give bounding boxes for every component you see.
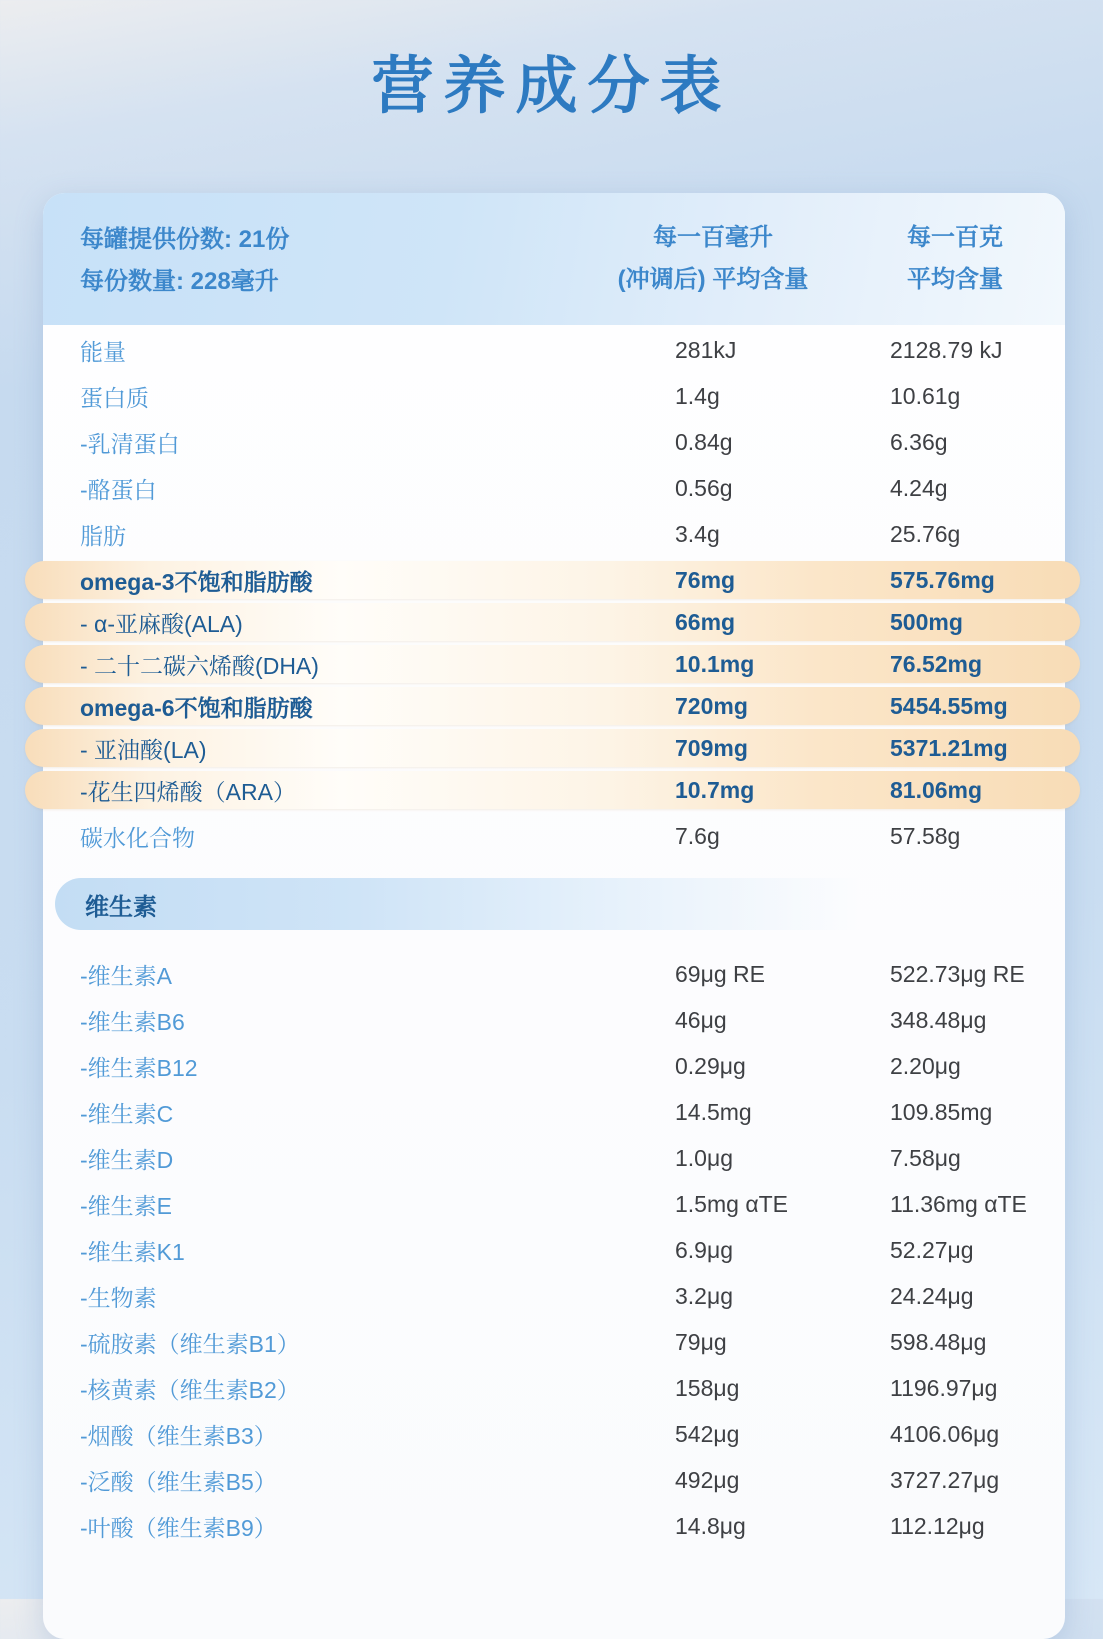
highlighted-nutrient-row	[25, 603, 1080, 641]
highlighted-nutrient-row	[25, 771, 1080, 809]
value-per-100ml: 79μg	[675, 1328, 727, 1355]
nutrient-row	[43, 1503, 1065, 1549]
value-per-100ml: 709mg	[675, 734, 748, 761]
value-per-100ml: 0.29μg	[675, 1052, 746, 1079]
section-title: 维生素	[85, 893, 157, 921]
highlighted-nutrient-row	[25, 561, 1080, 599]
serving-info	[80, 219, 289, 303]
nutrient-row	[43, 1089, 1065, 1135]
nutrient-name: -泛酸（维生素B5）	[80, 1468, 277, 1495]
nutrition-card-header	[43, 193, 1065, 325]
serving-size: 每份数量: 228毫升	[80, 268, 279, 296]
value-per-100ml: 542μg	[675, 1420, 740, 1447]
column-header-per-100g	[907, 217, 1003, 301]
nutrient-name: -维生素K1	[80, 1238, 185, 1265]
value-per-100g: 10.61g	[890, 382, 961, 409]
value-per-100g: 4106.06μg	[890, 1420, 1000, 1447]
value-per-100g: 112.12μg	[890, 1512, 985, 1539]
nutrient-row	[43, 1365, 1065, 1411]
value-per-100g: 25.76g	[890, 520, 961, 547]
value-per-100ml: 158μg	[675, 1374, 740, 1401]
nutrient-row	[43, 951, 1065, 997]
value-per-100ml: 281kJ	[675, 336, 737, 363]
nutrient-name: -硫胺素（维生素B1）	[80, 1330, 300, 1357]
nutrient-name: omega-6不饱和脂肪酸	[80, 694, 313, 721]
nutrient-name: -烟酸（维生素B3）	[80, 1422, 277, 1449]
value-per-100ml: 7.6g	[675, 822, 720, 849]
servings-per-can: 每罐提供份数: 21份	[80, 226, 290, 254]
nutrient-name: -乳清蛋白	[80, 430, 180, 457]
value-per-100ml: 0.56g	[675, 474, 733, 501]
nutrient-name: 蛋白质	[80, 384, 149, 411]
value-per-100g: 5454.55mg	[890, 692, 1008, 719]
column-header-per-100g-line2: 平均含量	[907, 266, 1003, 294]
nutrient-row	[43, 1181, 1065, 1227]
value-per-100ml: 720mg	[675, 692, 748, 719]
nutrient-row	[43, 373, 1065, 419]
value-per-100g: 76.52mg	[890, 650, 983, 677]
nutrient-row	[43, 813, 1065, 859]
value-per-100ml: 0.84g	[675, 428, 733, 455]
column-header-per-100g-line1: 每一百克	[907, 224, 1003, 252]
value-per-100g: 348.48μg	[890, 1006, 987, 1033]
value-per-100ml: 46μg	[675, 1006, 727, 1033]
value-per-100g: 109.85mg	[890, 1098, 993, 1125]
nutrient-name: -花生四烯酸（ARA）	[80, 778, 296, 805]
value-per-100g: 575.76mg	[890, 566, 995, 593]
nutrient-name: -生物素	[80, 1284, 157, 1311]
highlighted-nutrient-row	[25, 645, 1080, 683]
nutrient-name: omega-3不饱和脂肪酸	[80, 568, 313, 595]
value-per-100ml: 69μg RE	[675, 960, 765, 987]
nutrient-name: - 亚油酸(LA)	[80, 736, 207, 763]
value-per-100ml: 10.1mg	[675, 650, 755, 677]
section-header-bar	[55, 878, 1065, 930]
value-per-100ml: 492μg	[675, 1466, 740, 1493]
nutrient-row	[43, 997, 1065, 1043]
value-per-100ml: 1.4g	[675, 382, 720, 409]
nutrient-row	[43, 1319, 1065, 1365]
nutrient-row	[43, 1411, 1065, 1457]
nutrient-row	[43, 1135, 1065, 1181]
nutrient-name: -叶酸（维生素B9）	[80, 1514, 277, 1541]
nutrient-name: -维生素E	[80, 1192, 172, 1219]
nutrient-name: -维生素C	[80, 1100, 174, 1127]
value-per-100g: 4.24g	[890, 474, 948, 501]
value-per-100ml: 1.5mg αTE	[675, 1190, 789, 1217]
value-per-100ml: 10.7mg	[675, 776, 755, 803]
value-per-100g: 6.36g	[890, 428, 948, 455]
column-header-per-100ml-line2: (冲调后) 平均含量	[617, 266, 809, 294]
nutrient-row	[43, 327, 1065, 373]
nutrition-table-body	[43, 325, 1065, 1639]
value-per-100ml: 6.9μg	[675, 1236, 734, 1263]
value-per-100g: 522.73μg RE	[890, 960, 1025, 987]
nutrient-row	[43, 1457, 1065, 1503]
nutrient-name: -维生素B6	[80, 1008, 185, 1035]
value-per-100ml: 3.4g	[675, 520, 720, 547]
value-per-100g: 598.48μg	[890, 1328, 987, 1355]
column-header-per-100ml	[618, 217, 809, 301]
column-header-per-100ml-line1: 每一百毫升	[653, 224, 773, 252]
nutrient-name: -维生素B12	[80, 1054, 198, 1081]
page-title: 营养成分表	[371, 52, 732, 121]
value-per-100g: 2.20μg	[890, 1052, 961, 1079]
nutrient-name: 碳水化合物	[80, 824, 195, 851]
nutrient-row	[43, 419, 1065, 465]
value-per-100g: 52.27μg	[890, 1236, 974, 1263]
nutrient-name: 脂肪	[80, 522, 126, 549]
value-per-100g: 500mg	[890, 608, 963, 635]
nutrient-row	[43, 465, 1065, 511]
nutrient-name: - α-亚麻酸(ALA)	[80, 610, 243, 637]
value-per-100g: 3727.27μg	[890, 1466, 1000, 1493]
nutrient-row	[43, 1043, 1065, 1089]
nutrient-name: -维生素A	[80, 962, 172, 989]
value-per-100g: 57.58g	[890, 822, 961, 849]
nutrient-name: - 二十二碳六烯酸(DHA)	[80, 652, 319, 679]
value-per-100g: 81.06mg	[890, 776, 983, 803]
nutrient-name: 能量	[80, 338, 126, 365]
highlighted-nutrient-row	[25, 687, 1080, 725]
value-per-100ml: 14.8μg	[675, 1512, 746, 1539]
value-per-100ml: 3.2μg	[675, 1282, 734, 1309]
value-per-100g: 7.58μg	[890, 1144, 961, 1171]
value-per-100g: 11.36mg αTE	[890, 1190, 1027, 1217]
nutrient-row	[43, 511, 1065, 557]
nutrient-row	[43, 1273, 1065, 1319]
value-per-100g: 2128.79 kJ	[890, 336, 1003, 363]
value-per-100g: 24.24μg	[890, 1282, 974, 1309]
highlighted-nutrient-row	[25, 729, 1080, 767]
nutrient-name: -维生素D	[80, 1146, 174, 1173]
value-per-100g: 1196.97μg	[890, 1374, 998, 1401]
nutrient-name: -酪蛋白	[80, 476, 157, 503]
nutrient-name: -核黄素（维生素B2）	[80, 1376, 300, 1403]
value-per-100ml: 66mg	[675, 608, 736, 635]
nutrition-card	[43, 193, 1065, 1639]
value-per-100ml: 14.5mg	[675, 1098, 752, 1125]
value-per-100g: 5371.21mg	[890, 734, 1008, 761]
nutrient-row	[43, 1227, 1065, 1273]
value-per-100ml: 76mg	[675, 566, 736, 593]
value-per-100ml: 1.0μg	[675, 1144, 734, 1171]
